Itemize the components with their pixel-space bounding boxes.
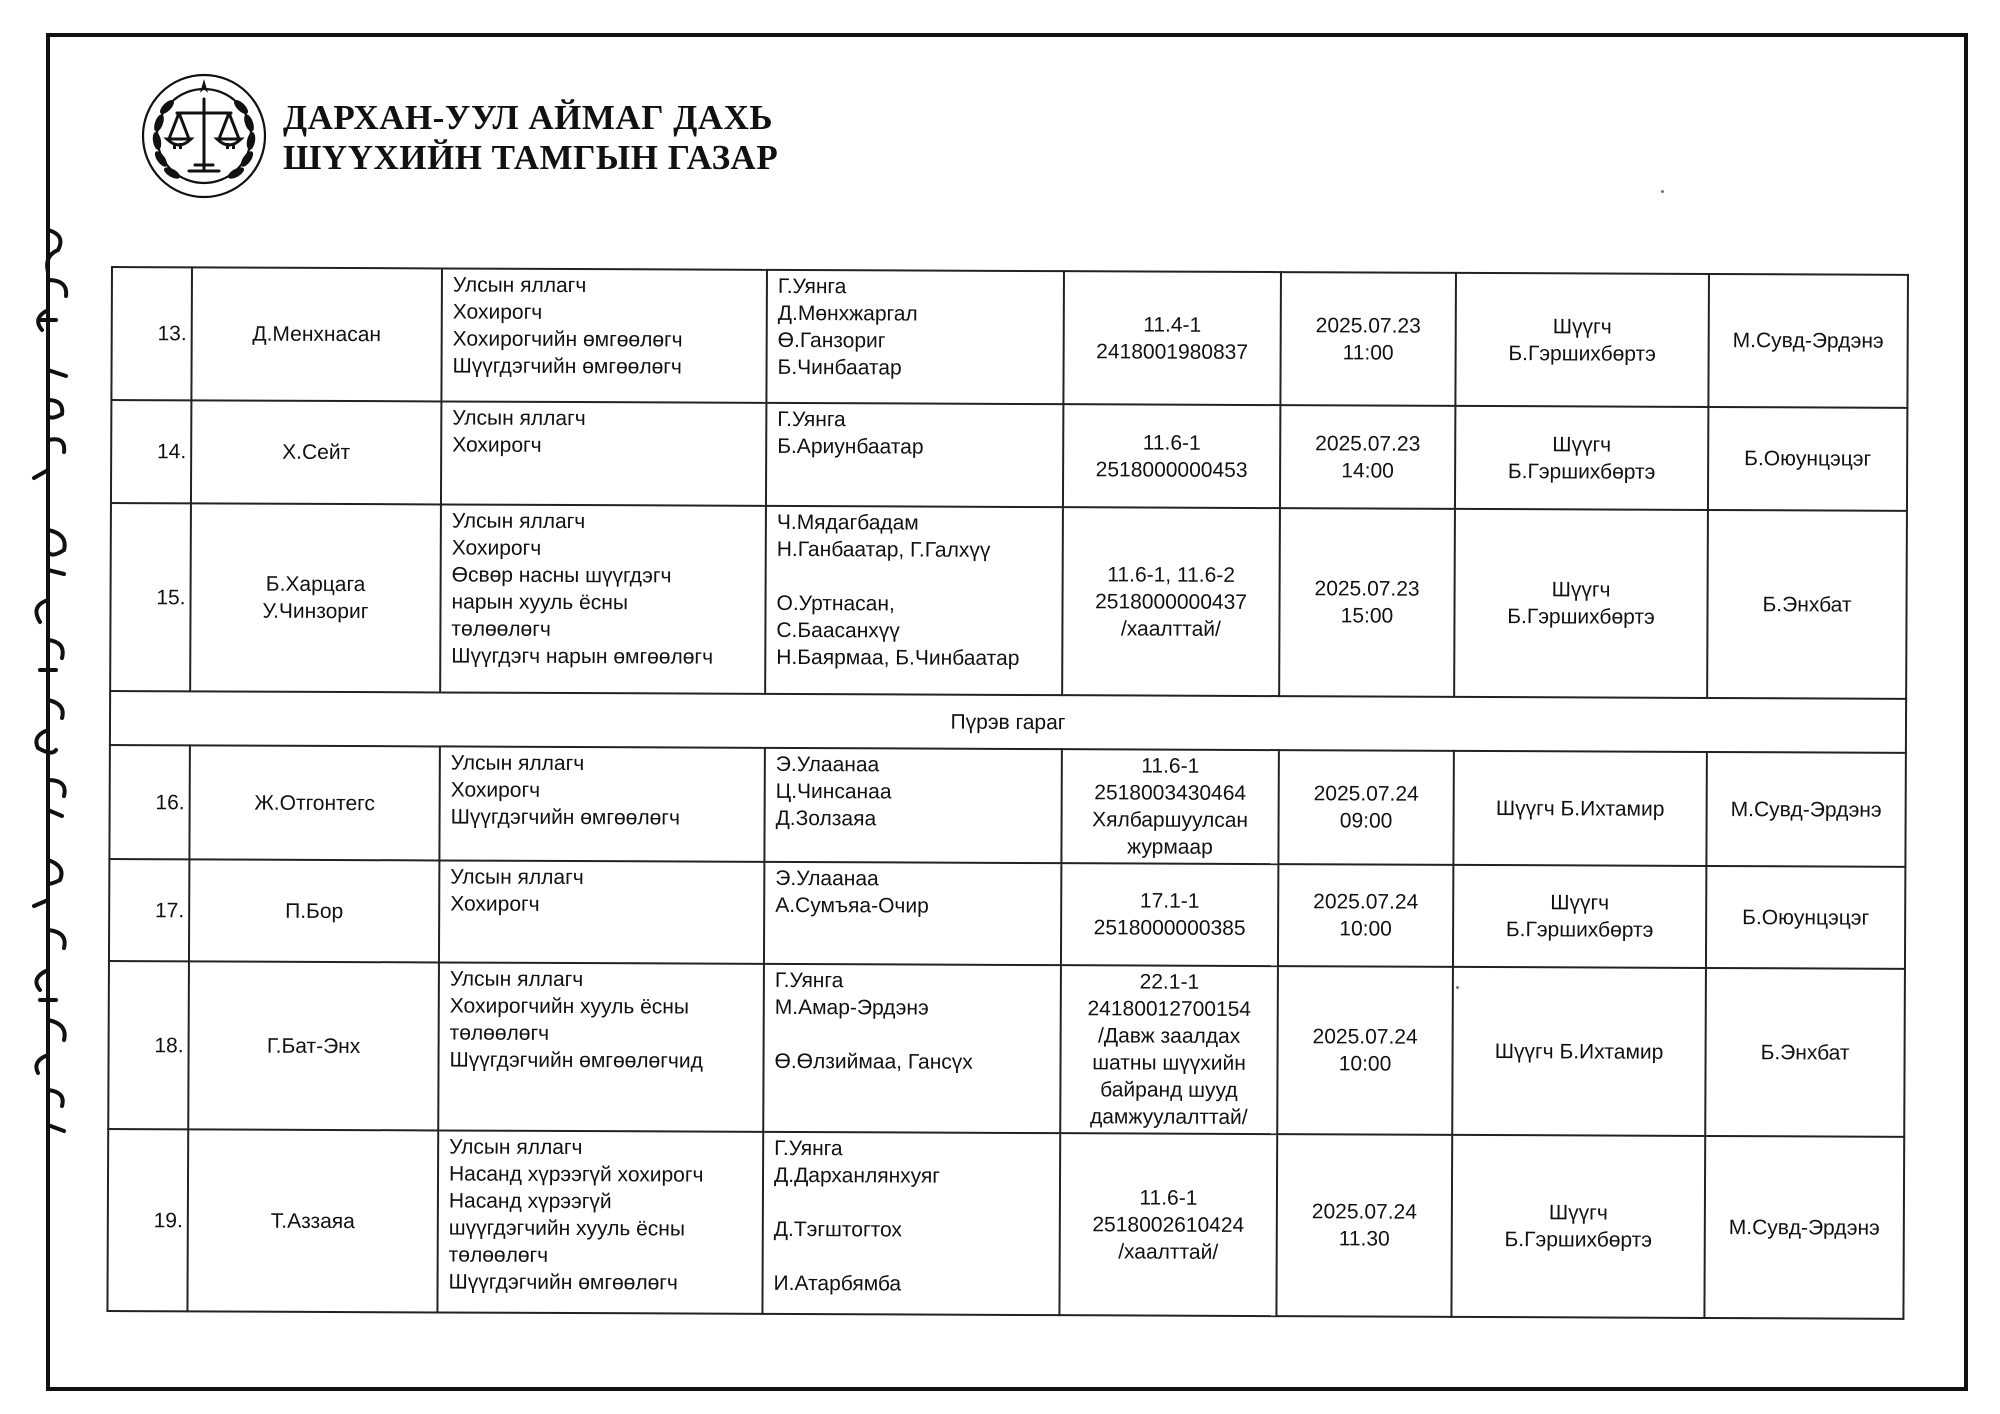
secretary-cell: М.Сувд-Эрдэнэ (1708, 274, 1908, 408)
row-number: 19. (107, 1129, 188, 1311)
cell-line: Шүүгдэгч нарын өмгөөлөгч (451, 644, 714, 669)
judge-cell (1451, 1135, 1705, 1318)
parties-cell (439, 860, 764, 963)
cell-line: Хохирогчийн хууль ёсны (449, 994, 690, 1019)
judge-cell (1453, 865, 1706, 968)
table-row (107, 1129, 1904, 1319)
schedule-rows-before-day (110, 267, 1908, 699)
cell-line: Т.Аззаяа (270, 1209, 355, 1233)
defendant-cell (188, 961, 439, 1130)
cell-line: Хохирогч (450, 892, 540, 916)
cell-line: У.Чинзориг (262, 599, 369, 624)
mongolian-script-vertical-text-icon (20, 200, 76, 1180)
cell-line: Шүүгдэгчийн өмгөөлөгч (448, 1270, 678, 1295)
cell-line: 11.4-1 (1143, 313, 1202, 337)
cell-line (775, 1021, 1050, 1049)
cell-line: төлөөлөгч (451, 617, 551, 641)
cell-line (774, 1243, 1049, 1271)
cell-line: Б.Гэршихбөртэ (1507, 459, 1656, 484)
cell-line: С.Баасанхүү (776, 618, 900, 643)
cell-line: Шүүгч (1551, 578, 1611, 602)
cell-line: төлөөлөгч (448, 1243, 549, 1267)
case-number-cell (1060, 965, 1278, 1134)
cell-line: 11:00 (1342, 340, 1394, 365)
cell-line: Х.Сейт (282, 440, 351, 465)
table-row (108, 961, 1905, 1137)
participants-cell (764, 748, 1061, 863)
cell-line: П.Бор (285, 899, 344, 923)
cell-line: Б.Гэршихбөртэ (1507, 605, 1655, 629)
cell-line: Д.Дарханлянхуяг (773, 1163, 941, 1188)
scales-of-justice-emblem-icon (139, 71, 269, 201)
cell-line: Д.Менхнасан (252, 322, 382, 347)
table-row (111, 267, 1908, 408)
cell-line: Шүүгч (1552, 314, 1612, 339)
cell-line: 2418001980837 (1096, 339, 1249, 364)
parties-cell (441, 268, 767, 402)
institution-title (283, 98, 778, 178)
cell-line: 24180012700154 (1087, 997, 1252, 1021)
cell-line: О.Уртнасан, (776, 591, 895, 616)
cell-line: Улсын яллагч (449, 1135, 583, 1160)
row-number: 18. (108, 961, 189, 1129)
case-number-cell (1062, 507, 1280, 696)
scan-speck (1661, 190, 1664, 193)
cell-line: 2518003430464 (1094, 781, 1247, 805)
parties-cell (438, 962, 764, 1131)
cell-line: /Давж заалдах (1097, 1024, 1241, 1048)
participants-cell (762, 1132, 1060, 1315)
table-row (110, 503, 1907, 699)
cell-line: Б.Чинбаатар (777, 355, 902, 380)
datetime-cell (1279, 508, 1455, 697)
cell-line: Улсын яллагч (452, 406, 586, 431)
cell-line: Ж.Отгонтегс (254, 791, 375, 815)
day-label: Пүрэв гараг (110, 691, 1906, 753)
cell-line: Г.Уянга (777, 274, 847, 299)
cell-line: А.Сумъяа-Очир (775, 893, 929, 918)
cell-line: төлөөлөгч (449, 1021, 550, 1045)
cell-line: Насанд хүрээгүй хохирогч (448, 1162, 704, 1187)
judge-cell (1453, 751, 1706, 866)
cell-line: 09:00 (1339, 809, 1393, 833)
cell-line: И.Атарбямба (773, 1271, 902, 1296)
cell-line: Улсын яллагч (450, 751, 585, 776)
participants-cell (765, 506, 1063, 695)
cell-line: Ч.Мядагбадам (776, 510, 919, 535)
cell-line: 11.30 (1338, 1227, 1390, 1251)
cell-line: 10:00 (1339, 917, 1392, 941)
judge-cell (1452, 967, 1706, 1136)
cell-line: Б.Гэршихбөртэ (1505, 918, 1654, 942)
case-number-cell (1063, 271, 1281, 405)
cell-line: Шүүгдэгчийн өмгөөлөгчид (449, 1048, 703, 1073)
secretary-cell: Б.Энхбат (1707, 510, 1907, 699)
cell-line: 22.1-1 (1139, 970, 1200, 994)
judge-cell (1454, 509, 1708, 698)
parties-cell (439, 746, 764, 861)
participants-cell (763, 964, 1061, 1133)
defendant-cell (189, 745, 439, 860)
cell-line: шатны шүүхийн (1092, 1051, 1246, 1075)
cell-line: 2025.07.24 (1312, 1025, 1418, 1049)
cell-line: 11.6-1 (1142, 431, 1201, 455)
cell-line: Д.Мөнхжаргал (777, 301, 918, 326)
cell-line: 11.6-1, 11.6-2 (1107, 562, 1236, 587)
secretary-cell: Б.Энхбат (1705, 968, 1905, 1137)
case-number-cell (1059, 1133, 1277, 1316)
cell-line: Шүүгдэгчийн өмгөөлөгч (450, 805, 680, 830)
cell-line: Шүүгч Б.Ихтамир (1495, 796, 1665, 821)
cell-line: 2025.07.23 (1315, 313, 1421, 338)
defendant-cell (191, 267, 442, 401)
cell-line: Хохирогч (452, 300, 543, 324)
defendant-cell (187, 1129, 438, 1312)
cell-line: Улсын яллагч (449, 967, 584, 992)
row-number: 14. (111, 400, 191, 503)
cell-line: Шүүгч (1552, 432, 1612, 457)
cell-line: 2025.07.24 (1313, 890, 1419, 914)
cell-line: 11.6-1 (1141, 754, 1200, 778)
row-number: 13. (111, 267, 192, 400)
cell-line: Хохирогчийн өмгөөлөгч (452, 327, 683, 352)
title-line-2: ШҮҮХИЙН ТАМГЫН ГАЗАР (283, 138, 779, 177)
cell-line: М.Амар-Эрдэнэ (774, 995, 929, 1020)
cell-line: Ө.Ганзориг (777, 328, 886, 353)
participants-cell (766, 403, 1063, 507)
datetime-cell (1276, 1134, 1452, 1317)
cell-line: Шүүгдэгчийн өмгөөлөгч (452, 354, 682, 379)
participants-cell (764, 862, 1061, 965)
cell-line: 15:00 (1340, 604, 1394, 628)
cell-line: 2025.07.24 (1313, 782, 1419, 806)
title-line-1: ДАРХАН-УУЛ АЙМАГ ДАХЬ (283, 98, 773, 137)
parties-cell (441, 401, 766, 505)
cell-line: Шүүгч Б.Ихтамир (1494, 1039, 1664, 1064)
cell-line (774, 1189, 1049, 1217)
cell-line: Улсын яллагч (452, 273, 587, 298)
hearing-schedule-table (106, 266, 1909, 1320)
datetime-cell (1278, 864, 1453, 967)
cell-line: журмаар (1127, 835, 1213, 859)
cell-line: Д.Тэгштогтох (773, 1217, 903, 1242)
cell-line: 2518000000453 (1095, 457, 1248, 482)
secretary-cell: Б.Оюунцэцэг (1708, 407, 1907, 511)
cell-line: Хохирогч (451, 536, 542, 560)
cell-line: 11.6-1 (1139, 1185, 1198, 1210)
parties-cell (440, 504, 766, 693)
judge-cell (1455, 406, 1708, 510)
cell-line: 2025.07.23 (1314, 577, 1420, 601)
cell-line: Г.Уянга (777, 407, 846, 432)
cell-line: дамжуулалттай/ (1089, 1105, 1248, 1129)
defendant-cell (190, 503, 441, 692)
cell-line: Ц.Чинсанаа (775, 779, 892, 804)
datetime-cell (1280, 272, 1456, 406)
cell-line: Хохирогч (450, 778, 541, 802)
defendant-cell (189, 859, 439, 962)
secretary-cell: М.Сувд-Эрдэнэ (1704, 1136, 1904, 1319)
cell-line: /хаалттай/ (1118, 1239, 1219, 1264)
case-number-cell (1063, 404, 1280, 508)
row-number: 17. (109, 859, 189, 961)
cell-line: Шүүгч (1550, 891, 1610, 915)
cell-line: Өсвөр насны шүүгдэгч (451, 563, 672, 588)
cell-line: 2518000000437 (1095, 589, 1248, 614)
cell-line: Б.Гэршихбөртэ (1508, 341, 1656, 366)
cell-line: Б.Гэршихбөртэ (1504, 1228, 1653, 1252)
cell-line: нарын хууль ёсны (451, 590, 629, 615)
cell-line: шүүгдэгчийн хууль ёсны (448, 1216, 686, 1241)
cell-line: Насанд хүрээгүй (448, 1189, 612, 1214)
cell-line (777, 563, 1052, 591)
parties-cell (437, 1130, 763, 1313)
cell-line: Н.Ганбаатар, Г.Галхүү (776, 537, 991, 562)
case-number-cell (1061, 863, 1278, 966)
cell-line: Улсын яллагч (450, 865, 584, 890)
defendant-cell (191, 400, 441, 504)
cell-line: 2025.07.24 (1311, 1200, 1417, 1224)
cell-line: Ө.Өлзиймаа, Гансүх (774, 1049, 973, 1074)
day-separator-row (110, 691, 1906, 753)
cell-line: 2518000000385 (1093, 916, 1246, 940)
table-row (109, 859, 1905, 969)
cell-line: 14:00 (1341, 458, 1394, 483)
schedule-rows-after-day (107, 745, 1905, 1319)
row-number: 15. (110, 503, 191, 691)
cell-line: Г.Уянга (774, 1136, 843, 1161)
schedule-day-separator (110, 691, 1906, 753)
cell-line: Улсын яллагч (451, 509, 586, 534)
cell-line: Э.Улаанаа (775, 866, 879, 891)
cell-line: Шүүгч (1548, 1201, 1608, 1225)
table-row (111, 400, 1907, 511)
table-row (109, 745, 1905, 867)
datetime-cell (1278, 750, 1453, 865)
judge-cell (1455, 273, 1709, 407)
secretary-cell: М.Сувд-Эрдэнэ (1706, 752, 1905, 867)
cell-line: Б.Харцага (265, 572, 366, 597)
cell-line: Э.Улаанаа (775, 752, 880, 777)
row-number: 16. (109, 745, 189, 859)
case-number-cell (1061, 749, 1278, 864)
cell-line: Г.Бат-Энх (266, 1034, 361, 1058)
cell-line: Н.Баярмаа, Б.Чинбаатар (776, 645, 1020, 670)
cell-line: Б.Ариунбаатар (777, 434, 924, 459)
datetime-cell (1280, 405, 1455, 509)
cell-line: Хялбаршуулсан (1092, 808, 1249, 832)
secretary-cell: Б.Оюунцэцэг (1706, 866, 1905, 969)
cell-line: 10:00 (1338, 1052, 1392, 1076)
participants-cell (766, 270, 1064, 404)
scan-speck (1456, 986, 1459, 989)
cell-line: 2025.07.23 (1315, 431, 1421, 456)
cell-line: 2518002610424 (1092, 1212, 1245, 1237)
cell-line: Д.Золзаяа (775, 806, 877, 831)
cell-line: 17.1-1 (1139, 889, 1200, 913)
cell-line: байранд шууд (1100, 1078, 1238, 1102)
cell-line: /хаалттай/ (1120, 616, 1221, 641)
cell-line: Г.Уянга (774, 968, 844, 993)
datetime-cell (1277, 966, 1453, 1135)
cell-line: Хохирогч (452, 433, 542, 457)
